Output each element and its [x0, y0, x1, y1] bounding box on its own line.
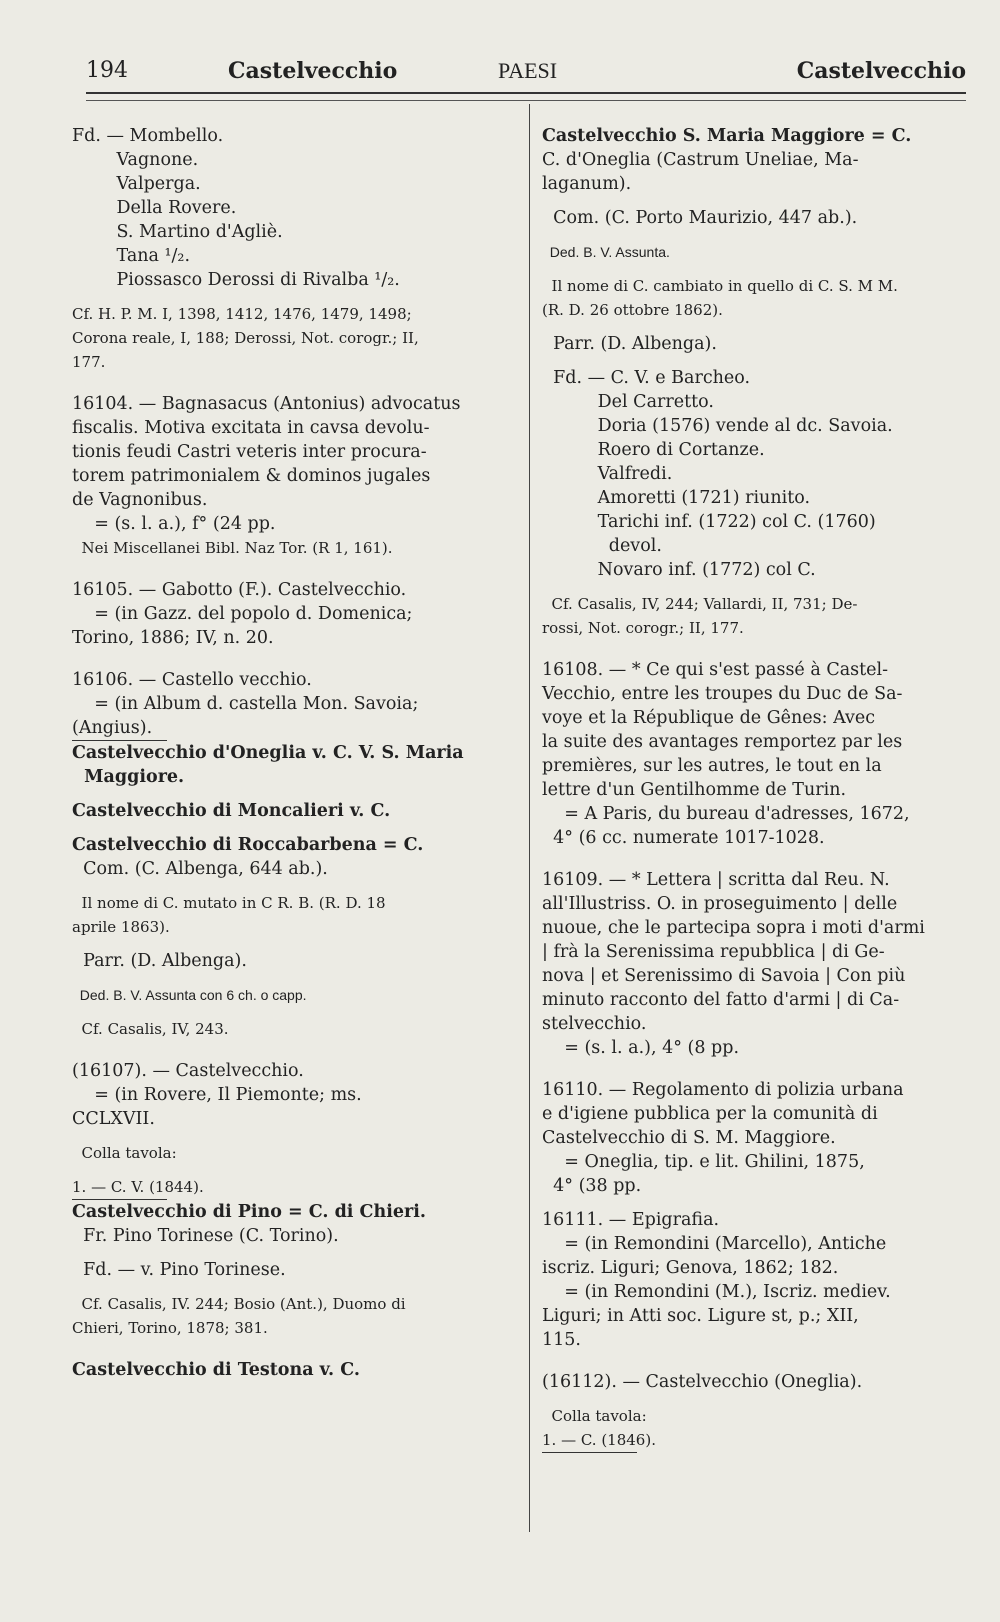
- text-line: 4° (6 cc. numerate 1017-1028.: [542, 828, 825, 848]
- entry-heading: 16106. — Castello vecchio.: [72, 670, 312, 690]
- text-line: Com. (C. Porto Maurizio, 447 ab.).: [542, 208, 858, 228]
- text-line: devol.: [542, 536, 662, 556]
- column-divider: [529, 104, 530, 1532]
- text-line: Tarichi inf. (1722) col C. (1760): [542, 512, 876, 532]
- place-heading: Castelvecchio di Moncalieri v. C.: [72, 801, 391, 821]
- text-line: 177.: [72, 353, 106, 371]
- header-rule: [86, 92, 966, 94]
- text-line: Valperga.: [72, 174, 201, 194]
- text-line: Fd. — C. V. e Barcheo.: [542, 368, 751, 388]
- text-line: = (in Rovere, Il Piemonte; ms.: [72, 1085, 362, 1105]
- text-line: la suite des avantages remportez par les: [542, 732, 903, 752]
- text-line: de Vagnonibus.: [72, 490, 208, 510]
- header-rule-thin: [86, 100, 966, 101]
- text-line: C. d'Oneglia (Castrum Uneliae, Ma-: [542, 150, 859, 170]
- text-line: Chieri, Torino, 1878; 381.: [72, 1319, 268, 1337]
- text-line: (R. D. 26 ottobre 1862).: [542, 301, 723, 319]
- text-line: nuoue, che le partecipa sopra i moti d'armi: [542, 918, 925, 938]
- text-line: Il nome di C. mutato in C R. B. (R. D. 18: [72, 894, 386, 912]
- entry-heading: 16104. — Bagnasacus (Antonius) advocatus: [72, 394, 461, 414]
- entry-heading: 16110. — Regolamento di polizia urbana: [542, 1080, 904, 1100]
- text-line: Colla tavola:: [72, 1144, 177, 1162]
- text-line: Vagnone.: [72, 150, 199, 170]
- text-line: Torino, 1886; IV, n. 20.: [72, 628, 274, 648]
- text-line: = (in Remondini (M.), Iscriz. mediev.: [542, 1282, 891, 1302]
- text-line: = (in Album d. castella Mon. Savoia;: [72, 694, 419, 714]
- text-line: Tana ¹/₂.: [72, 246, 191, 266]
- text-line: Castelvecchio di S. M. Maggiore.: [542, 1128, 836, 1148]
- text-line: Piossasco Derossi di Rivalba ¹/₂.: [72, 270, 400, 290]
- text-line: Vecchio, entre les troupes du Duc de Sa-: [542, 684, 903, 704]
- text-line: CCLXVII.: [72, 1109, 155, 1129]
- text-line: Della Rovere.: [72, 198, 237, 218]
- entry-heading: (16107). — Castelvecchio.: [72, 1061, 304, 1081]
- section-separator: [542, 1452, 637, 1453]
- text-line: Valfredi.: [542, 464, 673, 484]
- text-line: Colla tavola:: [542, 1407, 647, 1425]
- text-line: Corona reale, I, 188; Derossi, Not. corogr.; II,: [72, 329, 419, 347]
- text-line: Cf. Casalis, IV, 244; Vallardi, II, 731; De-: [542, 595, 858, 613]
- text-line: Com. (C. Albenga, 644 ab.).: [72, 859, 328, 879]
- place-heading: Castelvecchio S. Maria Maggiore = C.: [542, 126, 912, 146]
- running-title-center: PAESI: [498, 58, 558, 83]
- text-line: Cf. Casalis, IV, 243.: [72, 1020, 229, 1038]
- text-line: minuto racconto del fatto d'armi | di Ca-: [542, 990, 900, 1010]
- place-heading: Castelvecchio di Testona v. C.: [72, 1360, 360, 1380]
- text-line: Liguri; in Atti soc. Ligure st, p.; XII,: [542, 1306, 859, 1326]
- text-line: Fd. — v. Pino Torinese.: [72, 1260, 286, 1280]
- text-line: premières, sur les autres, le tout en la: [542, 756, 882, 776]
- text-line: voye et la République de Gênes: Avec: [542, 708, 876, 728]
- text-line: Cf. H. P. M. I, 1398, 1412, 1476, 1479, 1498;: [72, 305, 412, 323]
- entry-heading: 16111. — Epigrafia.: [542, 1210, 720, 1230]
- right-column: [542, 124, 968, 1453]
- text-line: = (in Gazz. del popolo d. Domenica;: [72, 604, 413, 624]
- text-line: Nei Miscellanei Bibl. Naz Tor. (R 1, 161).: [72, 539, 393, 557]
- text-line: rossi, Not. corogr.; II, 177.: [542, 619, 744, 637]
- text-line: = A Paris, du bureau d'adresses, 1672,: [542, 804, 910, 824]
- text-line: Doria (1576) vende al dc. Savoia.: [542, 416, 893, 436]
- text-line: Ded. B. V. Assunta con 6 ch. o capp.: [72, 987, 307, 1003]
- text-line: nova | et Serenissimo di Savoia | Con più: [542, 966, 906, 986]
- text-line: (Angius).: [72, 718, 153, 738]
- text-line: = (s. l. a.), 4° (8 pp.: [542, 1038, 740, 1058]
- text-line: laganum).: [542, 174, 632, 194]
- text-line: 4° (38 pp.: [542, 1176, 642, 1196]
- place-heading: Castelvecchio di Pino = C. di Chieri.: [72, 1202, 426, 1222]
- text-line: Ded. B. V. Assunta.: [542, 244, 670, 260]
- text-line: torem patrimonialem & dominos jugales: [72, 466, 431, 486]
- text-line: Del Carretto.: [542, 392, 714, 412]
- text-line: 1. — C. (1846).: [542, 1431, 656, 1449]
- text-line: S. Martino d'Agliè.: [72, 222, 283, 242]
- text-line: Parr. (D. Albenga).: [72, 951, 247, 971]
- text-line: = Oneglia, tip. e lit. Ghilini, 1875,: [542, 1152, 865, 1172]
- text-line: Maggiore.: [72, 767, 185, 787]
- text-line: all'Illustriss. O. in proseguimento | delle: [542, 894, 898, 914]
- text-line: lettre d'un Gentilhomme de Turin.: [542, 780, 847, 800]
- text-line: = (in Remondini (Marcello), Antiche: [542, 1234, 887, 1254]
- entry-heading: 16109. — * Lettera | scritta dal Reu. N.: [542, 870, 890, 890]
- text-line: Amoretti (1721) riunito.: [542, 488, 811, 508]
- text-line: Roero di Cortanze.: [542, 440, 765, 460]
- text-line: Parr. (D. Albenga).: [542, 334, 717, 354]
- text-line: tionis feudi Castri veteris inter procura-: [72, 442, 427, 462]
- place-heading: Castelvecchio d'Oneglia v. C. V. S. Maria: [72, 743, 464, 763]
- text-line: | frà la Serenissima repubblica | di Ge-: [542, 942, 885, 962]
- text-line: Il nome di C. cambiato in quello di C. S. M M.: [542, 277, 898, 295]
- left-column: [72, 124, 510, 1382]
- entry-heading: (16112). — Castelvecchio (Oneglia).: [542, 1372, 863, 1392]
- place-heading: Castelvecchio di Roccabarbena = C.: [72, 835, 424, 855]
- text-line: = (s. l. a.), f° (24 pp.: [72, 514, 276, 534]
- text-line: Novaro inf. (1772) col C.: [542, 560, 816, 580]
- page-number: 194: [86, 58, 128, 83]
- text-line: Cf. Casalis, IV. 244; Bosio (Ant.), Duomo di: [72, 1295, 406, 1313]
- text-line: stelvecchio.: [542, 1014, 647, 1034]
- running-title-right: Castelvecchio: [796, 58, 966, 84]
- text-line: Fr. Pino Torinese (C. Torino).: [72, 1226, 339, 1246]
- entry-heading: 16105. — Gabotto (F.). Castelvecchio.: [72, 580, 407, 600]
- entry-heading: 16108. — * Ce qui s'est passé à Castel-: [542, 660, 889, 680]
- text-line: fiscalis. Motiva excitata in cavsa devolu-: [72, 418, 430, 438]
- running-title-left: Castelvecchio: [228, 58, 398, 84]
- text-line: e d'igiene pubblica per la comunità di: [542, 1104, 878, 1124]
- text-line: aprile 1863).: [72, 918, 170, 936]
- text-line: Fd. — Mombello.: [72, 126, 224, 146]
- text-line: iscriz. Liguri; Genova, 1862; 182.: [542, 1258, 839, 1278]
- text-line: 115.: [542, 1330, 581, 1350]
- text-line: 1. — C. V. (1844).: [72, 1178, 204, 1196]
